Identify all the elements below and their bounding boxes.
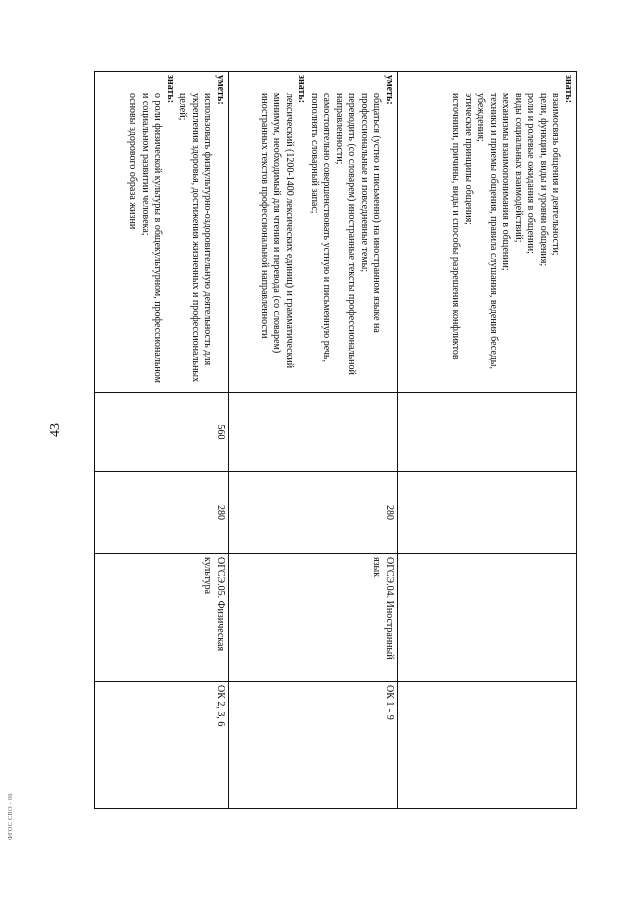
content-line: механизмы взаимопонимания в общении; [500, 93, 512, 271]
content-line: основы здорового образа жизни [127, 93, 139, 230]
hours-cell: 280 [95, 472, 229, 554]
content-cell [95, 72, 229, 393]
table-row [398, 72, 577, 809]
curriculum-table [94, 71, 577, 809]
total-hours-cell [229, 393, 398, 472]
content-cell [229, 72, 398, 393]
page-number: 43 [48, 423, 63, 437]
competencies-cell: ОК 2, 3, 6 [95, 682, 229, 809]
content-cell [398, 72, 577, 393]
table-row [229, 72, 398, 809]
content-line: о роли физической культуры в общекультурном, профессиональном и социальном развитии человека; [140, 93, 164, 383]
content-heading: уметь: [384, 75, 395, 105]
total-hours-cell [398, 393, 577, 472]
content-heading: знать: [165, 75, 176, 104]
hours-cell [398, 472, 577, 554]
content-line: самостоятельно совершенствовать устную и письменную речь, пополнять словарный запас; [309, 93, 333, 362]
footer-code: ФГОС СПО - 06 [8, 793, 14, 840]
content-line: взаимосвязь общения и деятельности; [550, 93, 562, 256]
total-hours-cell: 560 [95, 393, 229, 472]
competencies-cell: ОК 1 - 9 [229, 682, 398, 809]
content-line: этические принципы общения; [463, 93, 474, 225]
hours-cell: 280 [229, 472, 398, 554]
content-line: использовать физкультурно-оздоровительную деятельность для укрепления здоровья, достижения жизненных и профессиональных целей; [177, 93, 214, 383]
content-line: источники, причины, виды и способы разрешения конфликтов [450, 93, 462, 360]
discipline-cell: ОГСЭ.05. Физическая культура [95, 554, 229, 682]
content-heading: уметь: [215, 75, 226, 105]
content-line: роли и ролевые ожидания в общении; [525, 93, 537, 254]
table-row [95, 72, 229, 809]
content-line: виды социальных взаимодействий; [513, 93, 524, 243]
competencies-cell [398, 682, 577, 809]
content-line: техники и приемы общения, правила слушания, ведения беседы, убеждения; [475, 93, 499, 369]
content-heading: знать: [563, 75, 574, 104]
content-line: общаться (устно и письменно) на иностранном языке на профессиональные и повседневные темы; [359, 93, 383, 333]
discipline-cell: ОГСЭ.04. Иностранный язык [229, 554, 398, 682]
curriculum-table-rotated [103, 71, 577, 808]
content-heading: знать: [296, 75, 308, 104]
discipline-cell [398, 554, 577, 682]
content-line: цели, функции, виды и уровни общения; [538, 93, 549, 267]
content-line: переводить (со словарем) иностранные тексты профессиональной направленности; [334, 93, 358, 375]
content-line: лексический (1200-1400 лексических единиц) и грамматический минимум, необходимый для чтения и перевода (со словарем) иностранных текстов профессиональной направленности [259, 93, 295, 369]
